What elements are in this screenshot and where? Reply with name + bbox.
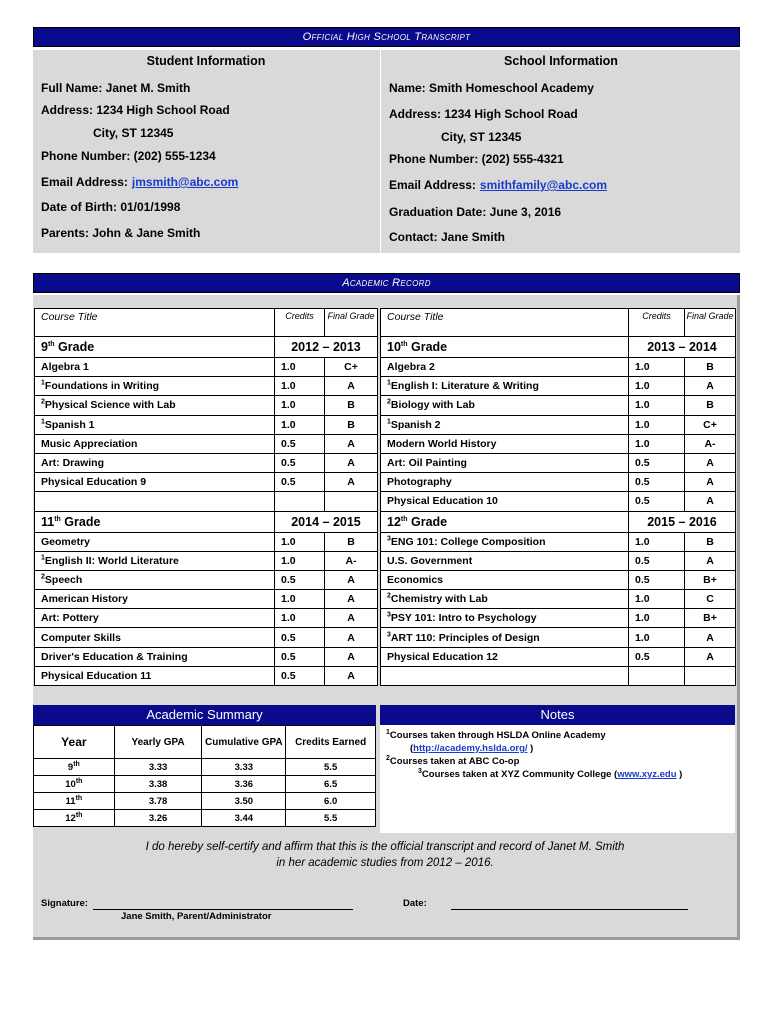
course-title: $^2$Physical Science with Lab — [35, 396, 275, 415]
course-credits: 0.5 — [629, 492, 685, 511]
course-row — [35, 551, 378, 570]
course-grade: A — [325, 377, 378, 396]
course-credits: 1.0 — [629, 532, 685, 551]
grade-years: 2013 – 2014 — [629, 337, 736, 358]
academic-record — [33, 295, 740, 940]
date-line[interactable] — [451, 909, 688, 910]
summary-cumulative-gpa: 3.36 — [202, 776, 286, 793]
course-row — [35, 532, 378, 551]
course-title: Art: Pottery — [35, 609, 275, 628]
course-credits: 1.0 — [275, 358, 325, 377]
course-grade: A — [325, 647, 378, 666]
course-grade: B+ — [685, 570, 736, 589]
course-row — [381, 532, 736, 551]
final-grade-header: Final Grade — [685, 309, 736, 337]
course-credits: 0.5 — [275, 570, 325, 589]
summary-credits: 6.5 — [286, 776, 376, 793]
course-credits: 1.0 — [629, 609, 685, 628]
school-email-label: Email Address: — [389, 178, 476, 192]
summary-year: 10th — [34, 776, 115, 793]
course-grade: A — [685, 628, 736, 647]
course-credits: 1.0 — [275, 396, 325, 415]
grade-level-label: 11th Grade — [35, 511, 275, 532]
course-title: $^2$Chemistry with Lab — [381, 590, 629, 609]
summary-credits: 5.5 — [286, 759, 376, 776]
summary-year: 12th — [34, 810, 115, 827]
grades-table-left — [34, 308, 378, 686]
course-credits: 0.5 — [275, 473, 325, 492]
course-title: $^3$PSY 101: Intro to Psychology — [381, 609, 629, 628]
course-title: Music Appreciation — [35, 434, 275, 453]
course-row — [35, 473, 378, 492]
course-grade — [685, 666, 736, 685]
summary-row — [34, 776, 376, 793]
course-credits: 1.0 — [275, 551, 325, 570]
school-email-link[interactable]: smithfamily@abc.com — [479, 178, 607, 192]
table-header — [381, 309, 736, 337]
course-title — [35, 492, 275, 511]
course-credits: 0.5 — [629, 647, 685, 666]
school-name: Name: Smith Homeschool Academy — [389, 81, 594, 95]
hslda-link[interactable]: http://academy.hslda.org/ — [413, 743, 528, 754]
summary-cum-header: Cumulative GPA — [202, 726, 286, 759]
course-title: Economics — [381, 570, 629, 589]
student-phone: Phone Number: (202) 555-1234 — [41, 149, 216, 163]
course-credits: 0.5 — [629, 551, 685, 570]
course-credits: 1.0 — [629, 358, 685, 377]
student-email-link[interactable]: jmsmith@abc.com — [131, 175, 239, 189]
school-email-row — [389, 178, 607, 192]
course-row — [381, 647, 736, 666]
student-city: City, ST 12345 — [93, 126, 174, 140]
signature-line[interactable] — [93, 909, 353, 910]
course-grade: B — [685, 358, 736, 377]
course-credits: 1.0 — [275, 590, 325, 609]
course-row — [381, 453, 736, 472]
course-row — [381, 415, 736, 434]
course-credits: 0.5 — [275, 666, 325, 685]
summary-header — [34, 726, 376, 759]
academic-record-title: Academic Record — [33, 273, 740, 293]
summary-year-header: Year — [34, 726, 115, 759]
course-grade: A — [685, 492, 736, 511]
course-title: Art: Drawing — [35, 453, 275, 472]
summary-yearly-gpa: 3.33 — [114, 759, 202, 776]
student-email-label: Email Address: — [41, 175, 128, 189]
course-row — [381, 434, 736, 453]
info-section — [33, 50, 740, 253]
course-credits: 0.5 — [629, 453, 685, 472]
course-grade: A — [685, 647, 736, 666]
summary-cumulative-gpa: 3.50 — [202, 793, 286, 810]
course-title: Photography — [381, 473, 629, 492]
student-info — [33, 50, 379, 253]
school-phone: Phone Number: (202) 555-4321 — [389, 152, 564, 166]
course-credits: 0.5 — [275, 647, 325, 666]
grade-years: 2014 – 2015 — [275, 511, 378, 532]
course-grade: A — [325, 453, 378, 472]
grades-table-right — [380, 308, 736, 686]
course-grade: A — [685, 453, 736, 472]
student-dob: Date of Birth: 01/01/1998 — [41, 200, 181, 214]
notes-box — [380, 725, 735, 833]
student-address: Address: 1234 High School Road — [41, 103, 230, 117]
course-grade: A- — [325, 551, 378, 570]
grade-level-label: 10th Grade — [381, 337, 629, 358]
course-row — [35, 434, 378, 453]
course-grade: A — [325, 666, 378, 685]
course-grade: C+ — [685, 415, 736, 434]
course-credits: 0.5 — [629, 473, 685, 492]
course-row — [35, 415, 378, 434]
school-info — [380, 50, 741, 253]
course-grade: C — [685, 590, 736, 609]
course-title: Physical Education 10 — [381, 492, 629, 511]
student-parents: Parents: John & Jane Smith — [41, 226, 201, 240]
course-title — [381, 666, 629, 685]
course-credits: 0.5 — [275, 434, 325, 453]
course-grade: A — [325, 590, 378, 609]
course-grade: A- — [685, 434, 736, 453]
course-grade: B — [325, 532, 378, 551]
course-grade: A — [685, 377, 736, 396]
summary-year: 11th — [34, 793, 115, 810]
course-title-header: Course Title — [381, 309, 629, 337]
course-title: U.S. Government — [381, 551, 629, 570]
credits-header: Credits — [629, 309, 685, 337]
summary-yearly-gpa: 3.26 — [114, 810, 202, 827]
course-row — [35, 609, 378, 628]
course-title: $^3$ENG 101: College Composition — [381, 532, 629, 551]
course-row — [35, 396, 378, 415]
course-title: Computer Skills — [35, 628, 275, 647]
notes-title: Notes — [380, 705, 735, 725]
course-grade: B — [325, 415, 378, 434]
school-address: Address: 1234 High School Road — [389, 107, 578, 121]
note-1: $^1$Courses taken through HSLDA Online Academy — [386, 728, 606, 741]
course-row — [381, 590, 736, 609]
course-title: $^2$Speech — [35, 570, 275, 589]
student-email-row — [41, 175, 238, 189]
summary-credits: 6.0 — [286, 793, 376, 810]
school-city: City, ST 12345 — [441, 130, 522, 144]
course-row — [35, 628, 378, 647]
summary-cumulative-gpa: 3.44 — [202, 810, 286, 827]
course-title: $^1$Spanish 1 — [35, 415, 275, 434]
course-grade: A — [325, 434, 378, 453]
school-graduation: Graduation Date: June 3, 2016 — [389, 205, 562, 219]
course-title: American History — [35, 590, 275, 609]
course-credits: 1.0 — [629, 415, 685, 434]
school-contact: Contact: Jane Smith — [389, 230, 506, 244]
summary-credits-header: Credits Earned — [286, 726, 376, 759]
course-row — [381, 377, 736, 396]
course-row — [381, 396, 736, 415]
summary-credits: 5.5 — [286, 810, 376, 827]
grade-level-row — [35, 511, 378, 532]
credits-header: Credits — [275, 309, 325, 337]
course-credits: 1.0 — [275, 609, 325, 628]
course-row — [35, 647, 378, 666]
course-grade: A — [325, 473, 378, 492]
grade-level-row — [381, 337, 736, 358]
course-credits: 1.0 — [275, 415, 325, 434]
course-title: $^2$Biology with Lab — [381, 396, 629, 415]
course-row — [35, 358, 378, 377]
course-title: $^3$ART 110: Principles of Design — [381, 628, 629, 647]
summary-cumulative-gpa: 3.33 — [202, 759, 286, 776]
grade-level-label: 9th Grade — [35, 337, 275, 358]
academic-summary-table — [33, 725, 376, 827]
summary-row — [34, 793, 376, 810]
student-name: Full Name: Janet M. Smith — [41, 81, 191, 95]
course-credits: 1.0 — [629, 590, 685, 609]
course-credits: 1.0 — [629, 396, 685, 415]
course-grade — [325, 492, 378, 511]
grade-level-label: 12th Grade — [381, 511, 629, 532]
academic-summary-title: Academic Summary — [33, 705, 376, 725]
course-row — [381, 492, 736, 511]
course-title: $^1$English II: World Literature — [35, 551, 275, 570]
xyz-link[interactable]: www.xyz.edu — [617, 769, 677, 780]
course-grade: B — [685, 396, 736, 415]
course-title: Art: Oil Painting — [381, 453, 629, 472]
course-title: $^1$Foundations in Writing — [35, 377, 275, 396]
certification — [33, 836, 737, 937]
course-grade: B — [325, 396, 378, 415]
course-row — [35, 666, 378, 685]
course-title: Physical Education 9 — [35, 473, 275, 492]
course-title: Driver's Education & Training — [35, 647, 275, 666]
grade-level-row — [35, 337, 378, 358]
date-label: Date: — [403, 898, 427, 909]
course-title: Geometry — [35, 532, 275, 551]
grade-years: 2015 – 2016 — [629, 511, 736, 532]
course-grade: C+ — [325, 358, 378, 377]
course-grade: A — [685, 551, 736, 570]
course-row — [381, 358, 736, 377]
course-row — [35, 377, 378, 396]
table-header — [35, 309, 378, 337]
course-row — [35, 453, 378, 472]
course-grade: A — [325, 609, 378, 628]
course-row — [381, 473, 736, 492]
transcript-title: Official High School Transcript — [33, 27, 740, 47]
grade-level-row — [381, 511, 736, 532]
course-grade: A — [325, 570, 378, 589]
course-title: Algebra 1 — [35, 358, 275, 377]
note-2: $^2$Courses taken at ABC Co-op — [386, 754, 520, 767]
course-row — [35, 492, 378, 511]
final-grade-header: Final Grade — [325, 309, 378, 337]
course-row — [35, 570, 378, 589]
course-grade: A — [685, 473, 736, 492]
note-3: $^3$Courses taken at XYZ Community College (www.xyz.edu ) — [418, 767, 683, 780]
school-heading: School Information — [504, 54, 618, 68]
course-credits: 0.5 — [275, 453, 325, 472]
course-credits: 1.0 — [275, 377, 325, 396]
course-credits: 1.0 — [629, 434, 685, 453]
summary-row — [34, 810, 376, 827]
course-row — [381, 628, 736, 647]
course-credits: 1.0 — [629, 377, 685, 396]
summary-row — [34, 759, 376, 776]
course-grade: A — [325, 628, 378, 647]
course-grade: B+ — [685, 609, 736, 628]
signer-name: Jane Smith, Parent/Administrator — [121, 911, 272, 922]
course-title-header: Course Title — [35, 309, 275, 337]
course-credits: 0.5 — [629, 570, 685, 589]
course-row — [381, 570, 736, 589]
course-row — [381, 551, 736, 570]
grade-years: 2012 – 2013 — [275, 337, 378, 358]
summary-yearly-gpa: 3.78 — [114, 793, 202, 810]
note-1-link-row: (http://academy.hslda.org/ ) — [410, 743, 534, 754]
course-row — [381, 666, 736, 685]
course-title: Modern World History — [381, 434, 629, 453]
certification-text — [33, 839, 737, 871]
course-title: Algebra 2 — [381, 358, 629, 377]
course-title: $^1$English I: Literature & Writing — [381, 377, 629, 396]
course-grade: B — [685, 532, 736, 551]
course-credits: 0.5 — [275, 628, 325, 647]
summary-year: 9th — [34, 759, 115, 776]
course-title: Physical Education 11 — [35, 666, 275, 685]
certification-line-1: I do hereby self-certify and affirm that this is the official transcript and record of Janet M. Smith — [145, 841, 625, 853]
course-credits — [275, 492, 325, 511]
course-credits — [629, 666, 685, 685]
student-heading: Student Information — [146, 54, 266, 68]
summary-yearly-gpa: 3.38 — [114, 776, 202, 793]
summary-gpa-header: Yearly GPA — [114, 726, 202, 759]
course-row — [35, 590, 378, 609]
course-title: $^1$Spanish 2 — [381, 415, 629, 434]
course-credits: 1.0 — [275, 532, 325, 551]
signature-label: Signature: — [41, 898, 88, 909]
course-row — [381, 609, 736, 628]
course-credits: 1.0 — [629, 628, 685, 647]
course-title: Physical Education 12 — [381, 647, 629, 666]
certification-line-2: in her academic studies from 2012 – 2016. — [276, 857, 494, 869]
